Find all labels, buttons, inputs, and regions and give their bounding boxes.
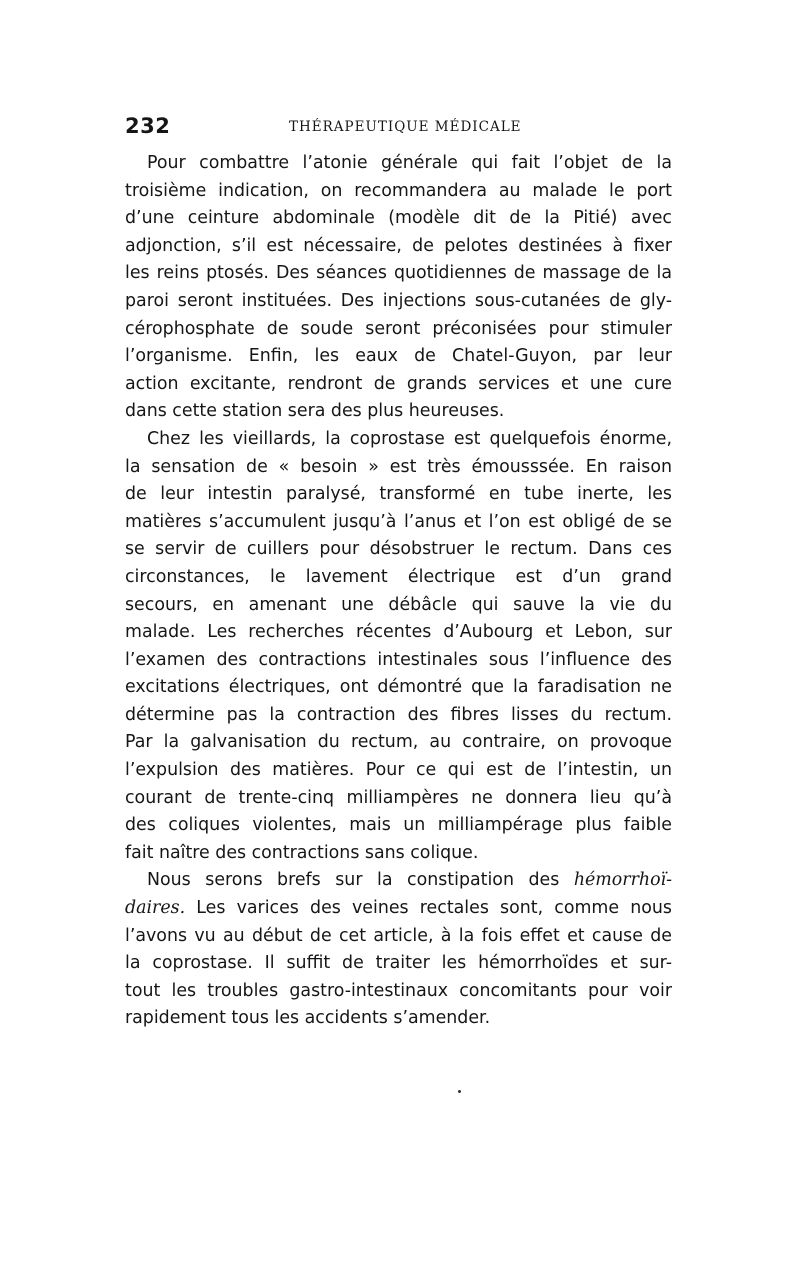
- running-title: THÉRAPEUTIQUE MÉDICALE: [289, 119, 522, 135]
- text-line: l’avons vu au début de cet article, à la fois effet et cause de: [125, 925, 672, 946]
- text-line: [125, 895, 672, 923]
- text-line: cérophosphate de soude seront préconisées pour stimuler: [125, 318, 672, 339]
- text-run: Les varices des veines rectales sont, comme nous: [185, 898, 672, 919]
- text-line: fait naître des contractions sans colique.: [125, 842, 479, 863]
- text-line: action excitante, rendront de grands services et une cure: [125, 373, 672, 394]
- text-line: de leur intestin paralysé, transformé en tube inerte, les: [125, 484, 672, 505]
- text-line: les reins ptosés. Des séances quotidiennes de massage de la: [125, 263, 672, 284]
- text-line: l’expulsion des matières. Pour ce qui est de l’intestin, un: [125, 760, 672, 781]
- text-line: détermine pas la contraction des fibres lisses du rectum.: [125, 704, 672, 725]
- text-line: d’une ceinture abdominale (modèle dit de la Pitié) avec: [125, 208, 672, 229]
- text-line: dans cette station sera des plus heureuses.: [125, 401, 505, 422]
- text-line: matières s’accumulent jusqu’à l’anus et l’on est obligé de se: [125, 511, 672, 532]
- text-run: Nous serons brefs sur la constipation des: [147, 870, 574, 891]
- italic-term: daires.: [125, 898, 186, 919]
- text-line: excitations électriques, ont démontré que la faradisation ne: [125, 677, 672, 698]
- text-line: paroi seront instituées. Des injections sous-cutanées de gly-: [125, 290, 672, 311]
- text-line: adjonction, s’il est nécessaire, de pelotes destinées à fixer: [125, 235, 672, 256]
- page-header: [125, 114, 675, 144]
- text-line: [125, 867, 672, 895]
- text-line: troisième indication, on recommandera au malade le port: [125, 180, 672, 201]
- text-line: malade. Les recherches récentes d’Aubourg et Lebon, sur: [125, 622, 672, 643]
- body-text: [125, 150, 672, 1033]
- paragraph-3: [125, 867, 672, 1033]
- text-line: l’organisme. Enfin, les eaux de Chatel-Guyon, par leur: [125, 346, 672, 367]
- text-line: la coprostase. Il suffit de traiter les hémorrhoïdes et sur-: [125, 953, 672, 974]
- text-line: des coliques violentes, mais un milliampérage plus faible: [125, 815, 672, 836]
- text-line: secours, en amenant une débâcle qui sauve la vie du: [125, 594, 672, 615]
- italic-term: hémorrhoï-: [573, 870, 672, 891]
- text-line: l’examen des contractions intestinales sous l’influence des: [125, 649, 672, 670]
- page-number: 232: [125, 114, 171, 138]
- text-line: courant de trente-cinq milliampères ne donnera lieu qu’à: [125, 787, 672, 808]
- paragraph-2: [125, 426, 672, 868]
- text-line: se servir de cuillers pour désobstruer le rectum. Dans ces: [125, 539, 672, 560]
- text-line: circonstances, le lavement électrique est d’un grand: [125, 566, 672, 587]
- text-line: tout les troubles gastro-intestinaux concomitants pour voir: [125, 980, 672, 1001]
- paragraph-1: [125, 150, 672, 426]
- text-line: rapidement tous les accidents s’amender.: [125, 1008, 491, 1029]
- ink-speck: [458, 1090, 461, 1093]
- text-line: Chez les vieillards, la coprostase est quelquefois énorme,: [147, 428, 672, 449]
- text-line: Par la galvanisation du rectum, au contraire, on provoque: [125, 732, 672, 753]
- text-line: la sensation de « besoin » est très émousssée. En raison: [125, 456, 672, 477]
- text-line: Pour combattre l’atonie générale qui fait l’objet de la: [147, 153, 672, 173]
